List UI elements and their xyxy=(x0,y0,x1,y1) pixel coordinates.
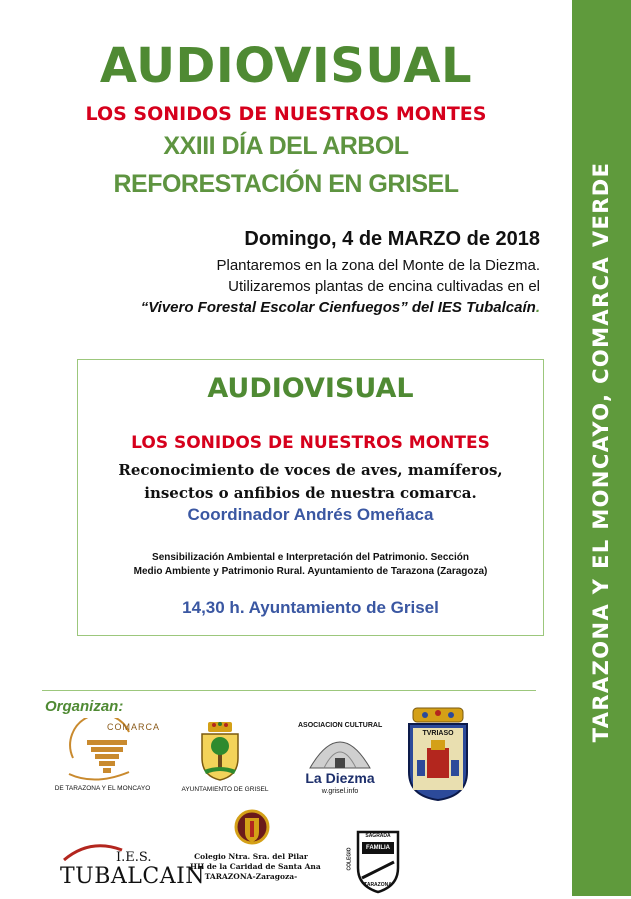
comarca-logo-text: COMARCA xyxy=(107,722,161,732)
pilar-school-text xyxy=(190,852,321,882)
event-info-line: Utilizaremos plantas de encina cultivadas en el xyxy=(228,278,540,295)
role-line: Sensibilización Ambiental e Interpretación del Patrimonio. Sección xyxy=(152,552,469,563)
sagrada-bottom-text: TARAZONA xyxy=(364,882,392,888)
reforestation-title: REFORESTACIÓN EN GRISEL xyxy=(113,170,459,198)
sagrada-side-text: COLEGIO xyxy=(346,847,353,871)
diezma-name: La Diezma xyxy=(305,770,375,786)
event-info-line xyxy=(141,299,540,316)
box-title: AUDIOVISUAL xyxy=(207,373,414,404)
description-line: Reconocimiento de voces de aves, mamíferos, xyxy=(118,461,503,479)
pilar-line: Colegio Ntra. Sra. del Pilar xyxy=(194,852,308,861)
ies-name: TUBALCAIN xyxy=(60,864,206,889)
main-title: AUDIOVISUAL xyxy=(99,38,473,94)
sagrada-mid-text: FAMILIA xyxy=(366,845,390,851)
period: . xyxy=(535,299,540,316)
pilar-school-crest-icon xyxy=(234,806,270,848)
sagrada-familia-crest-icon xyxy=(346,828,404,894)
role-line: Medio Ambiente y Patrimonio Rural. Ayuntamiento de Tarazona (Zaragoza) xyxy=(133,566,488,577)
grisel-coat-of-arms-icon xyxy=(198,720,242,782)
coordinator-role xyxy=(78,551,543,579)
pilar-line: HH de la Caridad de Santa Ana xyxy=(190,862,321,871)
time-place: 14,30 h. Ayuntamiento de Grisel xyxy=(182,598,439,617)
comarca-logo xyxy=(55,718,165,788)
coordinator: Coordinador Andrés Omeñaca xyxy=(187,505,434,524)
subtitle-red: LOS SONIDOS DE NUESTROS MONTES xyxy=(85,103,487,125)
event-date: Domingo, 4 de MARZO de 2018 xyxy=(244,228,540,250)
day-title: XXIII DÍA DEL ARBOL xyxy=(163,132,409,160)
event-info-line: Plantaremos en la zona del Monte de la Diezma. xyxy=(216,257,540,274)
box-description xyxy=(78,459,543,505)
la-diezma-logo xyxy=(298,722,382,800)
description-line: insectos o anfibios de nuestra comarca. xyxy=(144,484,477,502)
event-details-box xyxy=(77,359,544,636)
ies-label: I.E.S. xyxy=(116,850,152,865)
tarazona-coat-of-arms-icon xyxy=(405,706,471,802)
sagrada-top-text: SAGRADA xyxy=(365,833,391,839)
pilar-line: TARAZONA-Zaragoza- xyxy=(204,872,298,881)
ies-tubalcain-logo xyxy=(60,838,206,892)
side-banner-text: TARAZONA Y EL MONCAYO, COMARCA VERDE xyxy=(589,161,613,743)
diezma-website: w.grisel.info xyxy=(321,788,359,795)
diezma-association-text: ASOCIACION CULTURAL xyxy=(298,722,383,729)
organizers-label: Organizan: xyxy=(45,698,124,715)
turiaso-text: TVRIASO xyxy=(422,730,454,737)
grisel-caption: AYUNTAMIENTO DE GRISEL xyxy=(181,786,269,793)
nursery-name: “Vivero Forestal Escolar Cienfuegos” del IES Tubalcaín xyxy=(140,299,536,316)
divider xyxy=(42,690,536,691)
comarca-caption: DE TARAZONA Y EL MONCAYO xyxy=(54,785,151,792)
box-subtitle: LOS SONIDOS DE NUESTROS MONTES xyxy=(131,433,490,453)
